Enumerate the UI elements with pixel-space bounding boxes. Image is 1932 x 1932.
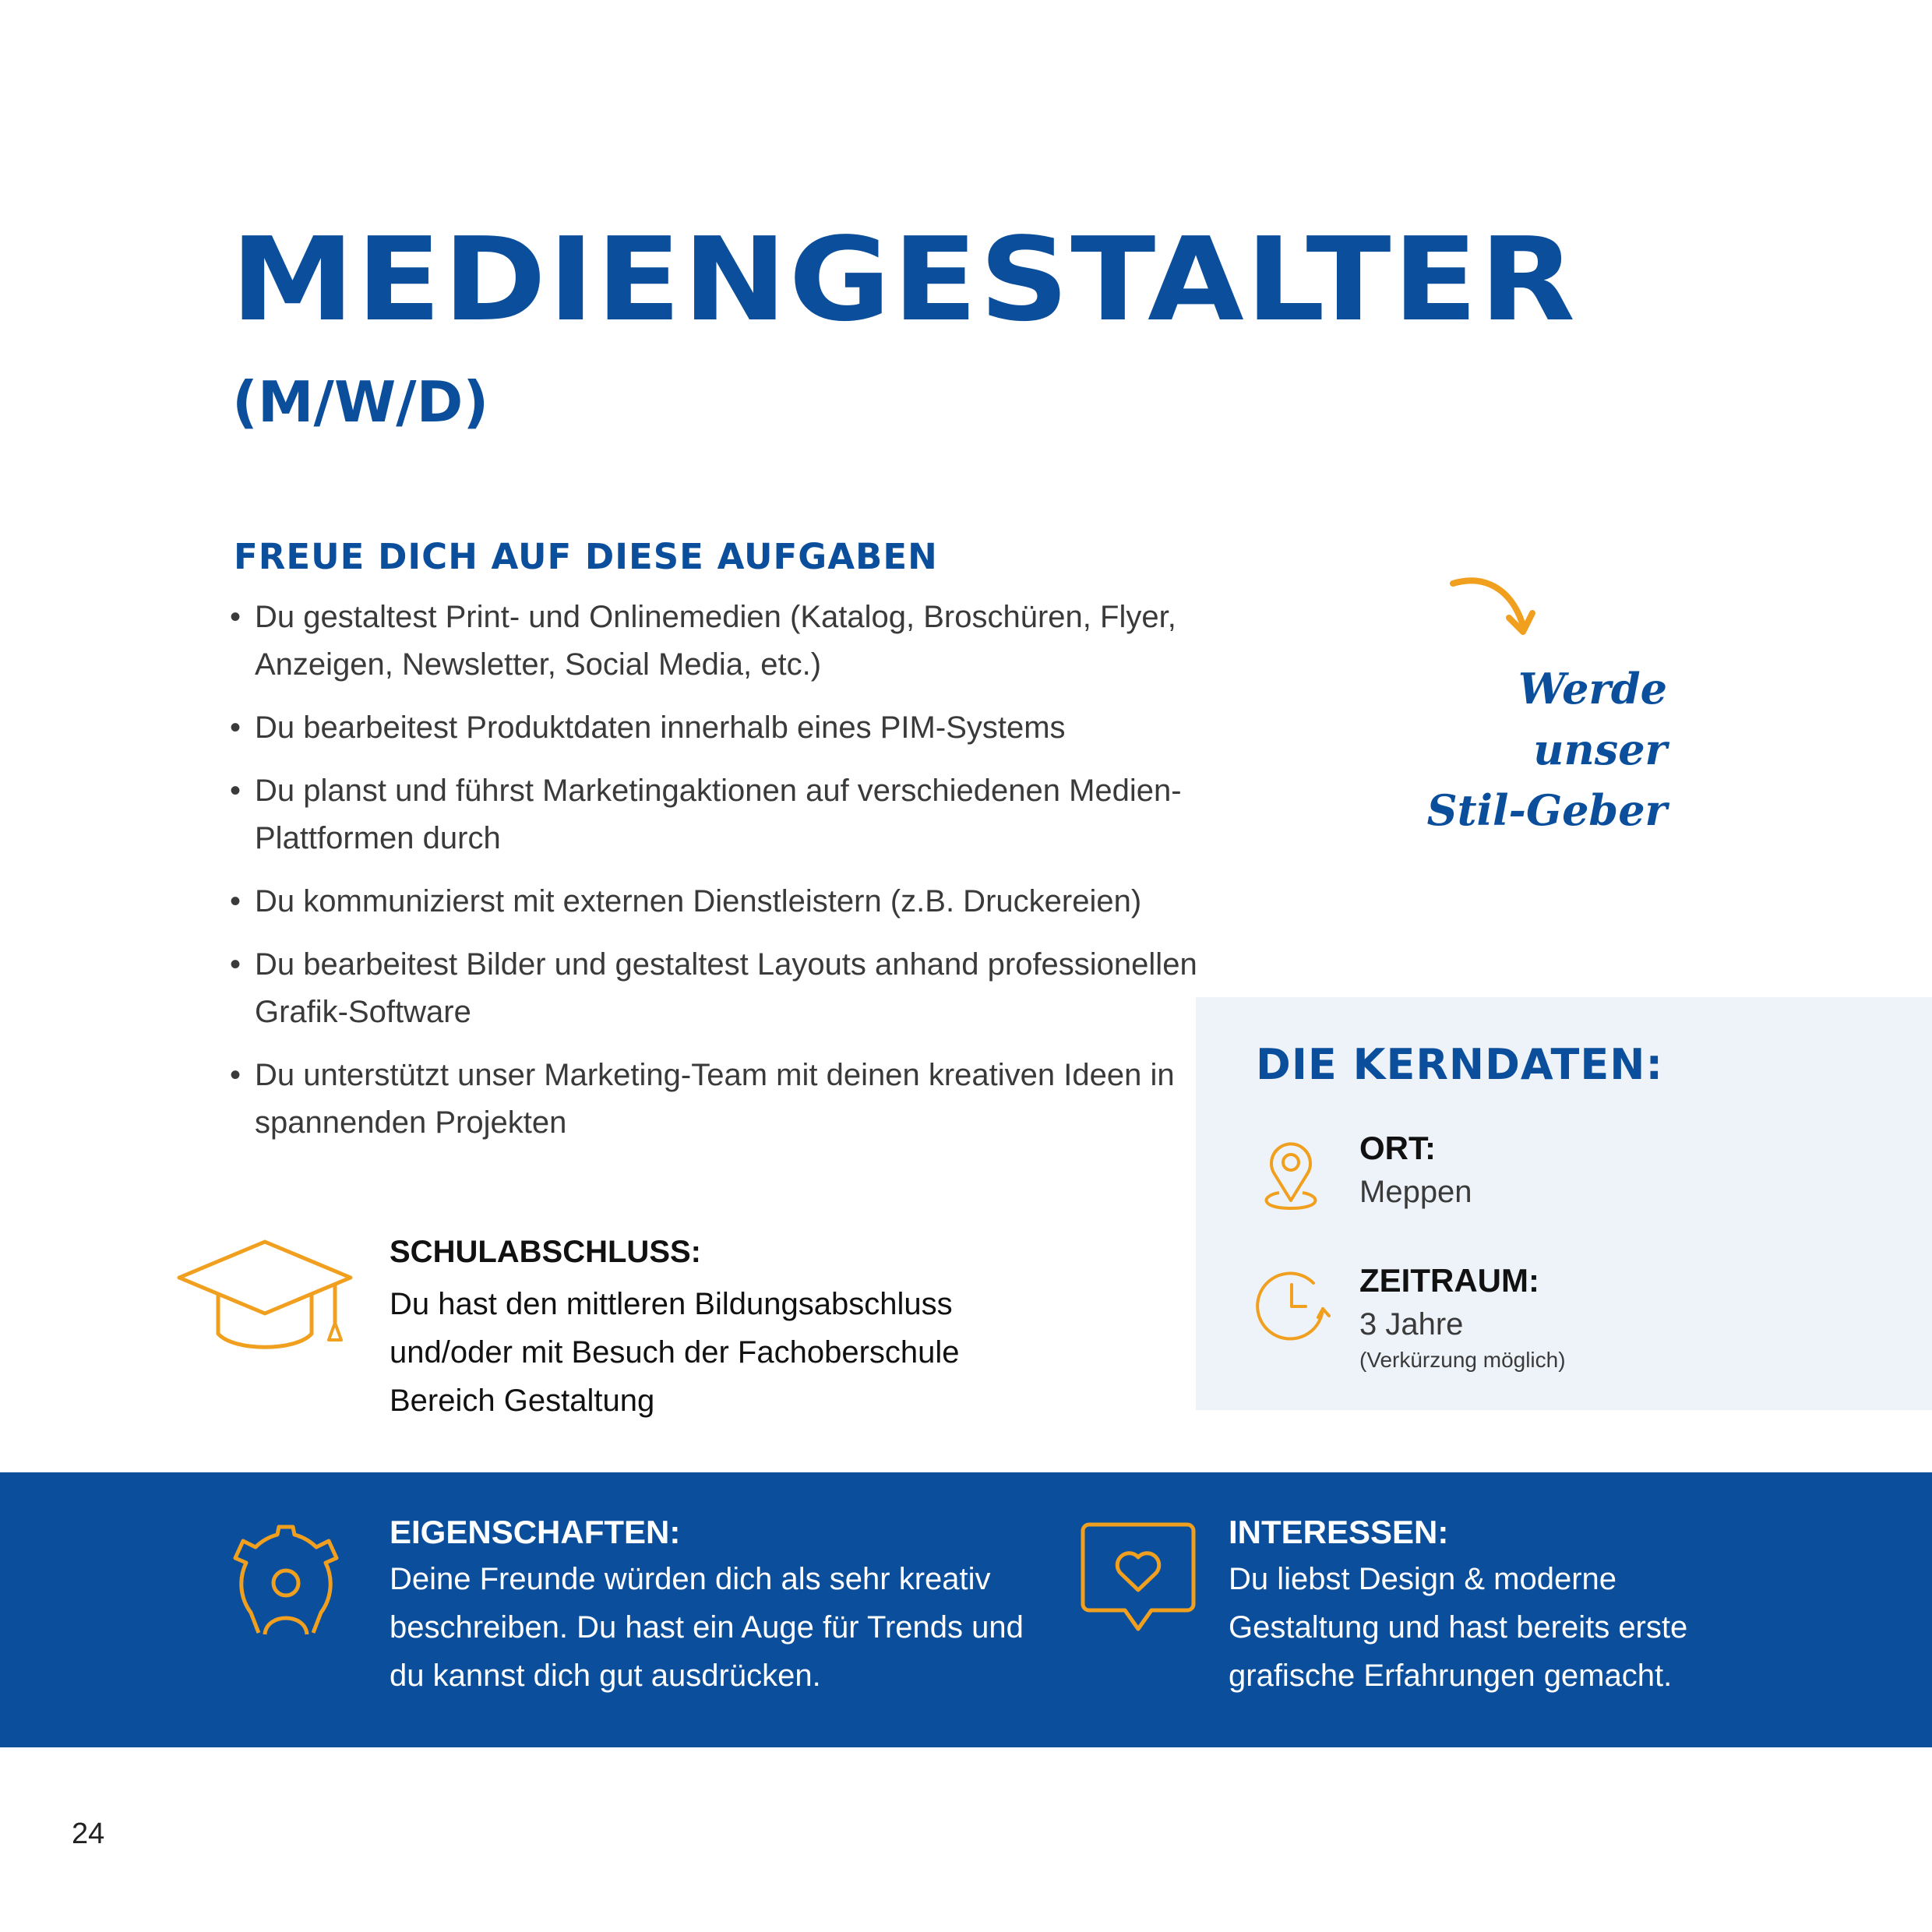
heart-message-icon [1081, 1523, 1195, 1632]
interessen-text: Du liebst Design & moderne Gestaltung und hast bereits erste grafische Erfahrungen gemacht. [1229, 1562, 1688, 1693]
zeitraum-note: (Verkürzung möglich) [1359, 1348, 1566, 1372]
list-item: • Du bearbeitest Produktdaten innerhalb eines PIM-Systems [230, 710, 1066, 745]
slogan-line-1: Werde unser [1518, 664, 1667, 774]
schulabschluss-text: Du hast den mittleren Bildungsabschluss und/oder mit Besuch der Fachoberschule Bereich Gestaltung [390, 1287, 960, 1418]
list-item: • Du planst und führst Marketingaktionen auf verschiedenen Medien-Plattformen durch [230, 774, 1182, 855]
list-item: • Du kommunizierst mit externen Dienstleistern (z.B. Druckereien) [230, 884, 1142, 918]
page-title: MEDIENGESTALTER [231, 213, 1578, 347]
list-item: • Du unterstützt unser Marketing-Team mit deinen kreativen Ideen in spannenden Projekten [230, 1058, 1175, 1140]
graduation-cap-icon [175, 1239, 354, 1356]
eigenschaften-label: EIGENSCHAFTEN: [390, 1514, 681, 1550]
list-item: • Du bearbeitest Bilder und gestaltest Layouts anhand professionellen Grafik-Software [230, 947, 1197, 1029]
slogan-line-2: Stil-Geber [1426, 785, 1667, 835]
ort-label: ORT: [1359, 1130, 1436, 1166]
curved-arrow-icon [1445, 573, 1539, 650]
interessen-label: INTERESSEN: [1229, 1514, 1449, 1550]
eigenschaften-text: Deine Freunde würden dich als sehr kreativ beschreiben. Du hast ein Auge für Trends und du kannst dich gut ausdrücken. [390, 1562, 1024, 1693]
clock-icon [1256, 1266, 1334, 1344]
page-subtitle: (M/W/D) [232, 369, 489, 435]
list-item: • Du gestaltest Print- und Onlinemedien (Katalog, Broschüren, Flyer, Anzeigen, Newsletter, Social Media, etc.) [230, 600, 1176, 682]
schulabschluss-label: SCHULABSCHLUSS: [390, 1235, 701, 1269]
location-pin-icon [1256, 1133, 1326, 1211]
tasks-heading: FREUE DICH AUF DIESE AUFGABEN [234, 536, 938, 577]
kerndaten-heading: DIE KERNDATEN: [1256, 1040, 1664, 1089]
slogan [1387, 658, 1667, 841]
ort-value: Meppen [1359, 1175, 1472, 1209]
page-number: 24 [72, 1817, 105, 1850]
zeitraum-label: ZEITRAUM: [1359, 1262, 1539, 1299]
gear-person-icon [220, 1527, 352, 1644]
zeitraum-value: 3 Jahre [1359, 1307, 1464, 1341]
task-list [230, 594, 1211, 1162]
